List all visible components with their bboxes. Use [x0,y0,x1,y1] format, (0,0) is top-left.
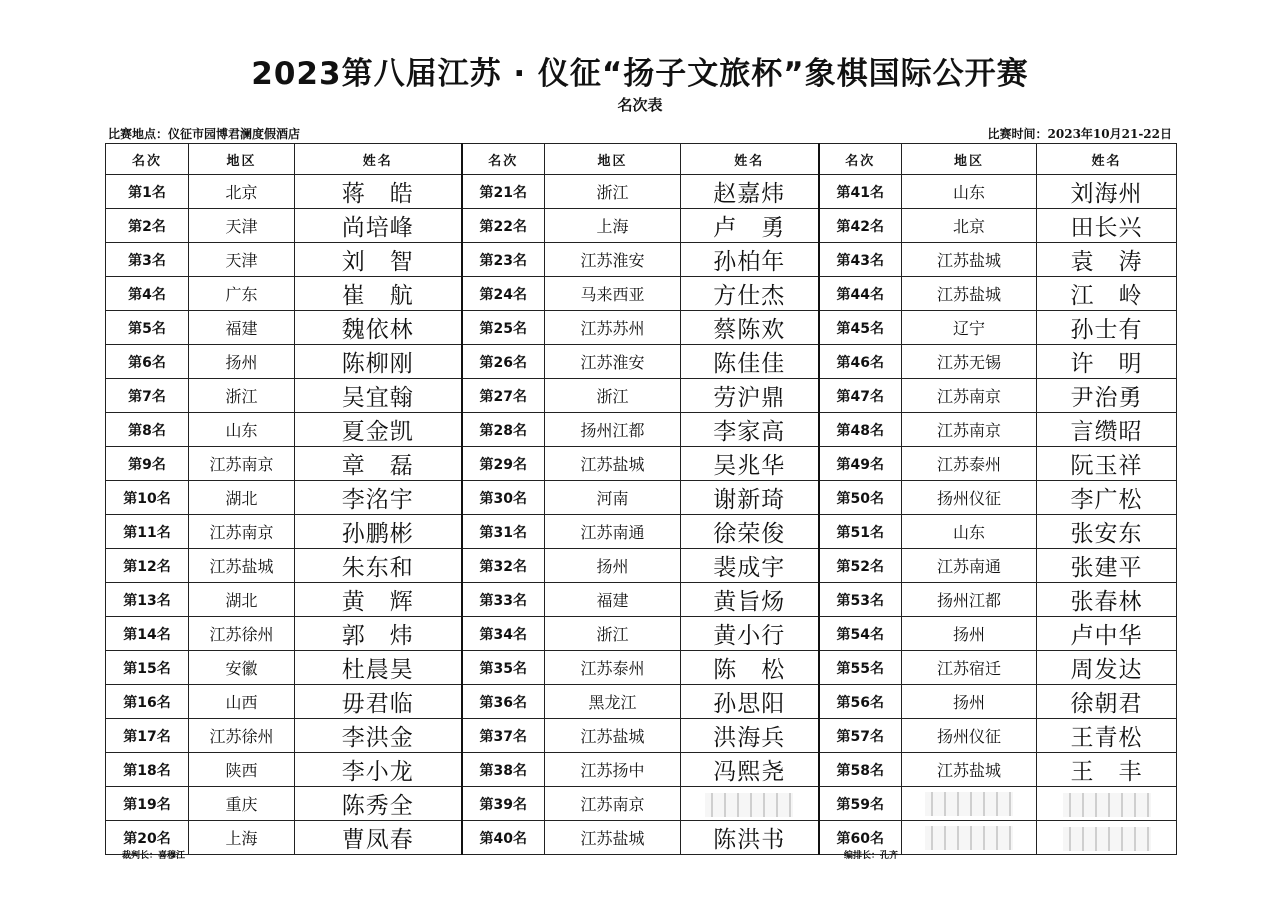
name-cell: 陈秀全 [295,787,462,821]
rank-cell: 第23名 [462,243,545,277]
name-cell: 李广松 [1037,481,1177,515]
region-cell: 山东 [189,413,295,447]
table-row [106,685,1177,719]
name-cell [1037,787,1177,821]
region-cell: 福建 [189,311,295,345]
region-cell: 福建 [545,583,681,617]
region-cell: 天津 [189,243,295,277]
table-row [106,277,1177,311]
region-cell [902,821,1037,855]
rank-cell: 第15名 [106,651,189,685]
header-name: 姓名 [1037,144,1177,175]
region-cell: 湖北 [189,481,295,515]
name-cell: 洪海兵 [681,719,819,753]
rank-cell: 第54名 [819,617,902,651]
region-cell: 江苏泰州 [545,651,681,685]
header-rank: 名次 [106,144,189,175]
region-cell: 江苏盐城 [545,719,681,753]
region-cell: 辽宁 [902,311,1037,345]
rank-cell: 第12名 [106,549,189,583]
name-cell: 卢中华 [1037,617,1177,651]
rank-cell: 第52名 [819,549,902,583]
name-cell: 陈佳佳 [681,345,819,379]
rank-cell: 第37名 [462,719,545,753]
name-cell: 卢 勇 [681,209,819,243]
date-label: 比赛时间：2023年10月21-22日 [987,127,1172,141]
name-cell: 裴成宇 [681,549,819,583]
region-cell: 扬州 [902,617,1037,651]
rank-cell: 第33名 [462,583,545,617]
rank-cell: 第48名 [819,413,902,447]
region-cell: 马来西亚 [545,277,681,311]
region-cell: 重庆 [189,787,295,821]
rank-cell: 第32名 [462,549,545,583]
rank-cell: 第49名 [819,447,902,481]
name-cell: 徐荣俊 [681,515,819,549]
name-cell: 吴兆华 [681,447,819,481]
region-cell: 湖北 [189,583,295,617]
rank-cell: 第51名 [819,515,902,549]
rank-cell: 第27名 [462,379,545,413]
rank-cell: 第36名 [462,685,545,719]
table-row [106,379,1177,413]
name-cell: 陈柳刚 [295,345,462,379]
name-cell: 徐朝君 [1037,685,1177,719]
name-cell: 王青松 [1037,719,1177,753]
region-cell: 江苏淮安 [545,345,681,379]
rank-cell: 第26名 [462,345,545,379]
region-cell [902,787,1037,821]
header-rank: 名次 [819,144,902,175]
name-cell: 杜晨昊 [295,651,462,685]
name-cell: 王 丰 [1037,753,1177,787]
table-row [106,583,1177,617]
region-cell: 山东 [902,175,1037,209]
redacted-entry [1063,827,1151,851]
rank-cell: 第5名 [106,311,189,345]
name-cell: 方仕杰 [681,277,819,311]
rank-cell: 第59名 [819,787,902,821]
region-cell: 上海 [545,209,681,243]
name-cell: 李家高 [681,413,819,447]
name-cell: 刘海州 [1037,175,1177,209]
table-row [106,447,1177,481]
region-cell: 江苏盐城 [545,821,681,855]
region-cell: 山西 [189,685,295,719]
region-cell: 江苏盐城 [902,243,1037,277]
name-cell: 孙鹏彬 [295,515,462,549]
region-cell: 河南 [545,481,681,515]
table-row [106,175,1177,209]
region-cell: 扬州仪征 [902,719,1037,753]
name-cell: 李小龙 [295,753,462,787]
region-cell: 上海 [189,821,295,855]
region-cell: 江苏苏州 [545,311,681,345]
name-cell: 夏金凯 [295,413,462,447]
name-cell: 陈 松 [681,651,819,685]
redacted-entry [925,792,1013,816]
region-cell: 浙江 [545,379,681,413]
region-cell: 江苏南京 [902,379,1037,413]
name-cell [1037,821,1177,855]
table-row [106,345,1177,379]
name-cell: 赵嘉炜 [681,175,819,209]
table-row [106,481,1177,515]
rank-cell: 第19名 [106,787,189,821]
rank-cell: 第46名 [819,345,902,379]
table-row [106,549,1177,583]
name-cell: 陈洪书 [681,821,819,855]
name-cell: 尹治勇 [1037,379,1177,413]
rank-cell: 第43名 [819,243,902,277]
name-cell: 黄旨炀 [681,583,819,617]
redacted-entry [925,826,1013,850]
name-cell: 张安东 [1037,515,1177,549]
region-cell: 扬州江都 [902,583,1037,617]
region-cell: 扬州仪征 [902,481,1037,515]
table-row [106,413,1177,447]
name-cell: 吴宜翰 [295,379,462,413]
region-cell: 扬州江都 [545,413,681,447]
rank-cell: 第41名 [819,175,902,209]
table-row [106,617,1177,651]
rank-cell: 第7名 [106,379,189,413]
rank-cell: 第8名 [106,413,189,447]
name-cell: 劳沪鼎 [681,379,819,413]
name-cell: 崔 航 [295,277,462,311]
rank-cell: 第17名 [106,719,189,753]
rank-cell: 第42名 [819,209,902,243]
rank-cell: 第44名 [819,277,902,311]
rank-cell: 第14名 [106,617,189,651]
name-cell: 朱东和 [295,549,462,583]
region-cell: 江苏淮安 [545,243,681,277]
rank-cell: 第58名 [819,753,902,787]
rank-cell: 第53名 [819,583,902,617]
name-cell: 袁 涛 [1037,243,1177,277]
header-name: 姓名 [681,144,819,175]
region-cell: 江苏南通 [545,515,681,549]
region-cell: 江苏扬中 [545,753,681,787]
table-row [106,515,1177,549]
region-cell: 黑龙江 [545,685,681,719]
name-cell: 曹凤春 [295,821,462,855]
region-cell: 浙江 [545,175,681,209]
table-row [106,719,1177,753]
region-cell: 江苏盐城 [189,549,295,583]
rank-cell: 第2名 [106,209,189,243]
name-cell: 孙柏年 [681,243,819,277]
name-cell: 言缵昭 [1037,413,1177,447]
chief-referee-label: 裁判长：喜穆江 [122,851,186,861]
redacted-entry [705,793,793,817]
rank-cell: 第57名 [819,719,902,753]
name-cell: 李洪金 [295,719,462,753]
header-region: 地区 [545,144,681,175]
rank-cell: 第16名 [106,685,189,719]
rank-cell: 第60名 [819,821,902,855]
region-cell: 江苏南京 [189,515,295,549]
region-cell: 安徽 [189,651,295,685]
rank-cell: 第25名 [462,311,545,345]
rank-cell: 第30名 [462,481,545,515]
header-region: 地区 [189,144,295,175]
region-cell: 山东 [902,515,1037,549]
page-title: 2023第八届江苏 · 仪征“扬子文旅杯”象棋国际公开赛 [251,56,1029,92]
name-cell: 蒋 皓 [295,175,462,209]
region-cell: 江苏南京 [545,787,681,821]
rank-cell: 第6名 [106,345,189,379]
table-row [106,209,1177,243]
rank-cell: 第38名 [462,753,545,787]
rank-cell: 第21名 [462,175,545,209]
venue-label: 比赛地点：仪征市园博君澜度假酒店 [108,127,301,141]
page-subtitle: 名次表 [617,96,663,114]
name-cell [681,787,819,821]
region-cell: 北京 [902,209,1037,243]
table-row [106,311,1177,345]
rank-cell: 第29名 [462,447,545,481]
name-cell: 刘 智 [295,243,462,277]
name-cell: 蔡陈欢 [681,311,819,345]
name-cell: 周发达 [1037,651,1177,685]
rank-cell: 第22名 [462,209,545,243]
redacted-entry [1063,793,1151,817]
region-cell: 陕西 [189,753,295,787]
name-cell: 张建平 [1037,549,1177,583]
region-cell: 江苏无锡 [902,345,1037,379]
region-cell: 江苏徐州 [189,719,295,753]
region-cell: 浙江 [545,617,681,651]
rank-cell: 第4名 [106,277,189,311]
rank-cell: 第24名 [462,277,545,311]
rank-cell: 第9名 [106,447,189,481]
rank-cell: 第55名 [819,651,902,685]
rank-cell: 第31名 [462,515,545,549]
name-cell: 李洺宇 [295,481,462,515]
region-cell: 江苏盐城 [545,447,681,481]
rank-cell: 第39名 [462,787,545,821]
rank-cell: 第11名 [106,515,189,549]
name-cell: 孙士有 [1037,311,1177,345]
name-cell: 阮玉祥 [1037,447,1177,481]
region-cell: 浙江 [189,379,295,413]
region-cell: 江苏南京 [189,447,295,481]
region-cell: 天津 [189,209,295,243]
region-cell: 江苏盐城 [902,753,1037,787]
rank-cell: 第20名 [106,821,189,855]
region-cell: 江苏盐城 [902,277,1037,311]
name-cell: 田长兴 [1037,209,1177,243]
name-cell: 江 岭 [1037,277,1177,311]
region-cell: 江苏南京 [902,413,1037,447]
table-header-row [106,144,1177,175]
name-cell: 毋君临 [295,685,462,719]
name-cell: 谢新琦 [681,481,819,515]
rank-cell: 第40名 [462,821,545,855]
rank-cell: 第18名 [106,753,189,787]
name-cell: 许 明 [1037,345,1177,379]
region-cell: 江苏宿迁 [902,651,1037,685]
ranking-table-body [106,175,1177,855]
table-row [106,821,1177,855]
name-cell: 章 磊 [295,447,462,481]
rank-cell: 第45名 [819,311,902,345]
rank-cell: 第56名 [819,685,902,719]
region-cell: 扬州 [545,549,681,583]
name-cell: 郭 炜 [295,617,462,651]
region-cell: 江苏南通 [902,549,1037,583]
header-name: 姓名 [295,144,462,175]
rank-cell: 第35名 [462,651,545,685]
rank-cell: 第13名 [106,583,189,617]
table-row [106,243,1177,277]
ranking-table [105,143,1177,855]
rank-cell: 第47名 [819,379,902,413]
rank-cell: 第3名 [106,243,189,277]
chief-arranger-label: 编排长：孔齐 [844,851,899,861]
rank-cell: 第50名 [819,481,902,515]
region-cell: 扬州 [189,345,295,379]
table-row [106,651,1177,685]
table-row [106,787,1177,821]
name-cell: 黄小行 [681,617,819,651]
region-cell: 广东 [189,277,295,311]
header-region: 地区 [902,144,1037,175]
table-row [106,753,1177,787]
name-cell: 魏依林 [295,311,462,345]
header-rank: 名次 [462,144,545,175]
region-cell: 北京 [189,175,295,209]
name-cell: 黄 辉 [295,583,462,617]
region-cell: 江苏徐州 [189,617,295,651]
name-cell: 冯熙尧 [681,753,819,787]
name-cell: 孙思阳 [681,685,819,719]
name-cell: 张春林 [1037,583,1177,617]
name-cell: 尚培峰 [295,209,462,243]
rank-cell: 第28名 [462,413,545,447]
rank-cell: 第1名 [106,175,189,209]
region-cell: 扬州 [902,685,1037,719]
rank-cell: 第10名 [106,481,189,515]
rank-cell: 第34名 [462,617,545,651]
region-cell: 江苏泰州 [902,447,1037,481]
